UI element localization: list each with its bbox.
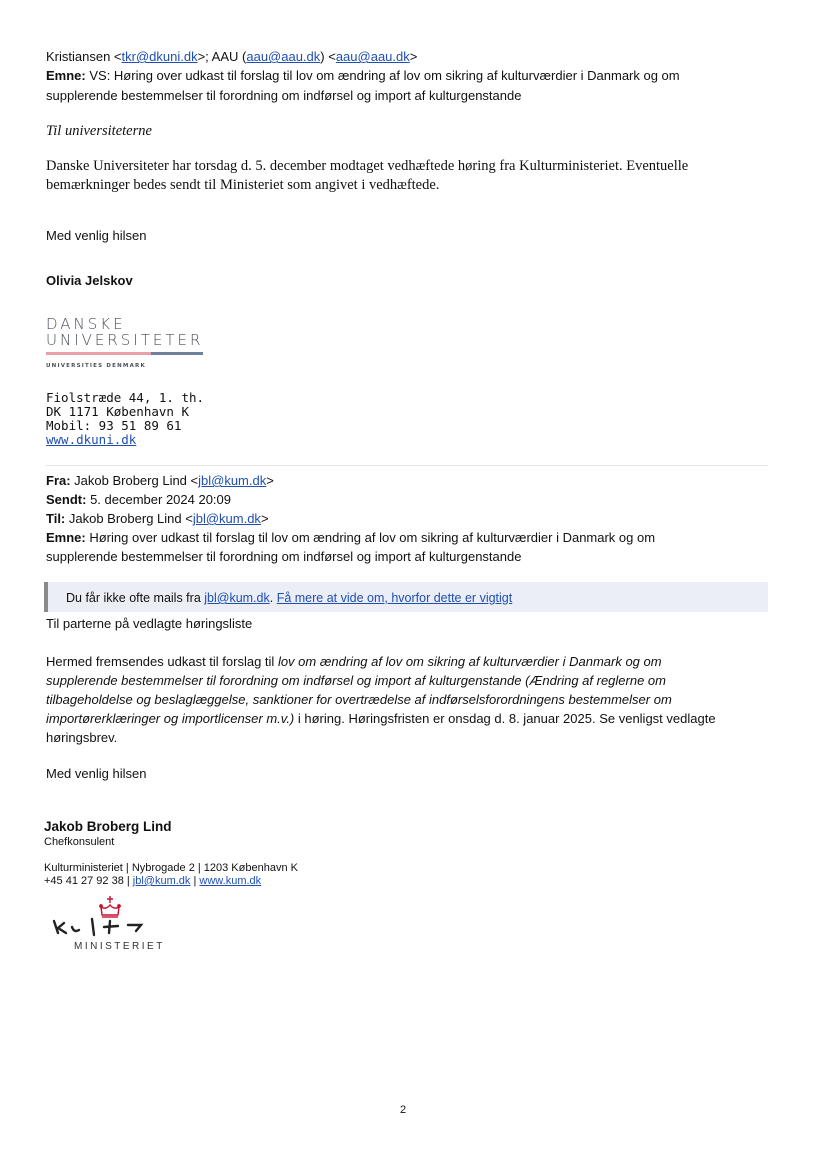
forward-subject-line2: supplerende bestemmelser til forordning om indførsel og import af kulturgenstande xyxy=(46,88,522,103)
to-suffix: > xyxy=(409,49,418,64)
forward-to-line xyxy=(46,47,417,67)
body-line1-italic: lov om ændring af lov om sikring af kulturværdier i Danmark og om xyxy=(277,654,662,669)
original-subject-line2: supplerende bestemmelser til forordning om indførsel og import af kulturgenstande xyxy=(46,549,522,564)
signature-email-link[interactable]: jbl@kum.dk xyxy=(132,875,191,887)
from-suffix: > xyxy=(266,473,274,488)
signature-sep: | xyxy=(190,875,200,887)
signature-web-link[interactable]: www.kum.dk xyxy=(199,875,262,887)
banner-email-link[interactable]: jbl@kum.dk xyxy=(204,591,270,605)
subject-label: Emne: xyxy=(46,68,86,83)
dkuni-web-link[interactable]: www.dkuni.dk xyxy=(46,432,137,447)
original-closing: Med venlig hilsen xyxy=(46,766,147,781)
kulturministeriet-logo xyxy=(46,893,176,955)
forward-subject-line1 xyxy=(46,66,680,86)
forward-sender-name: Olivia Jelskov xyxy=(46,273,133,288)
banner-learn-more-link[interactable]: Få mere at vide om, hvorfor dette er vigtigt xyxy=(276,591,513,605)
logo-line2: UNIVERSITETER xyxy=(46,331,204,349)
email-link-aau-2[interactable]: aau@aau.dk xyxy=(335,49,410,64)
body-line1-normal: Hermed fremsendes udkast til forslag til xyxy=(46,654,278,669)
dkuni-street: Fiolstræde 44, 1. th. xyxy=(46,390,205,405)
external-sender-banner xyxy=(44,582,768,612)
signature-name: Jakob Broberg Lind xyxy=(44,819,172,834)
subject-label-2: Emne: xyxy=(46,530,86,545)
body-line3: tilbageholdelse og beslaglæggelse, sanktioner for overtrædelse af indførselsforordningens bestemmelser om xyxy=(46,692,672,707)
dkuni-city: DK 1171 København K xyxy=(46,404,189,419)
forward-text-line2: bemærkninger bedes sendt til Ministeriet som angivet i vedhæftede. xyxy=(46,177,440,193)
banner-sep: . xyxy=(269,591,277,605)
dkuni-logo xyxy=(46,316,203,369)
dkuni-phone: Mobil: 93 51 89 61 xyxy=(46,418,182,433)
to-suffix-2: > xyxy=(260,511,269,526)
logo-ministeriet-text: MINISTERIET xyxy=(74,941,165,952)
banner-text: Du får ikke ofte mails fra xyxy=(66,591,205,605)
forward-text-line1: Danske Universiteter har torsdag d. 5. december modtaget vedhæftede høring fra Kulturministeriet. Eventuelle xyxy=(46,158,689,174)
logo-tagline: UNIVERSITIES DENMARK xyxy=(46,363,146,369)
body-line1 xyxy=(46,652,662,672)
forward-closing: Med venlig hilsen xyxy=(46,228,147,243)
signature-phone: +45 41 27 92 38 | xyxy=(44,875,133,887)
to-mid2: ) < xyxy=(320,49,336,64)
from-label: Fra: xyxy=(46,473,71,488)
logo-bar-blue xyxy=(151,352,203,355)
to-email-link[interactable]: jbl@kum.dk xyxy=(192,511,261,526)
logo-bar-pink xyxy=(46,352,151,355)
subject-text-2: Høring over udkast til forslag til lov om ændring af lov om sikring af kulturværdier i Danmark og om xyxy=(85,530,656,545)
to-prefix: Kristiansen < xyxy=(46,49,122,64)
sent-label: Sendt: xyxy=(46,492,87,507)
from-email-link[interactable]: jbl@kum.dk xyxy=(198,473,267,488)
signature-contact-line xyxy=(44,875,261,888)
logo-bars xyxy=(46,352,203,355)
email-link-tkr[interactable]: tkr@dkuni.dk xyxy=(121,49,198,64)
original-from-line xyxy=(46,471,274,491)
forward-greeting: Til universiteterne xyxy=(46,123,152,139)
from-name: Jakob Broberg Lind < xyxy=(70,473,199,488)
body-line5: høringsbrev. xyxy=(46,730,118,745)
page-number: 2 xyxy=(400,1104,407,1116)
original-sent-line xyxy=(46,490,231,510)
banner-text-row xyxy=(66,588,512,608)
body-line2: supplerende bestemmelser til forordning om indførsel og import af kulturgenstande (Ændring af reglerne om xyxy=(46,673,666,688)
email-link-aau[interactable]: aau@aau.dk xyxy=(246,49,321,64)
to-mid: >; AAU ( xyxy=(197,49,247,64)
body-line4-normal: i høring. Høringsfristen er onsdag d. 8. januar 2025. Se venligst vedlagte xyxy=(294,711,716,726)
body-line4-italic: importørerklæringer og importlicenser m.v.) xyxy=(46,711,295,726)
sent-value: 5. december 2024 20:09 xyxy=(86,492,232,507)
original-to-line xyxy=(46,509,269,529)
subject-text: VS: Høring over udkast til forslag til lov om ændring af lov om sikring af kulturværdier i Danmark og om xyxy=(85,68,680,83)
original-greeting: Til parterne på vedlagte høringsliste xyxy=(46,616,253,631)
to-label: Til: xyxy=(46,511,66,526)
original-subject-line1 xyxy=(46,528,655,548)
signature-address: Kulturministeriet | Nybrogade 2 | 1203 København K xyxy=(44,862,298,874)
logo-line1: DANSKE xyxy=(46,315,126,333)
body-line4 xyxy=(46,709,716,729)
to-name: Jakob Broberg Lind < xyxy=(65,511,193,526)
header-separator xyxy=(46,465,768,466)
signature-title: Chefkonsulent xyxy=(44,836,115,848)
